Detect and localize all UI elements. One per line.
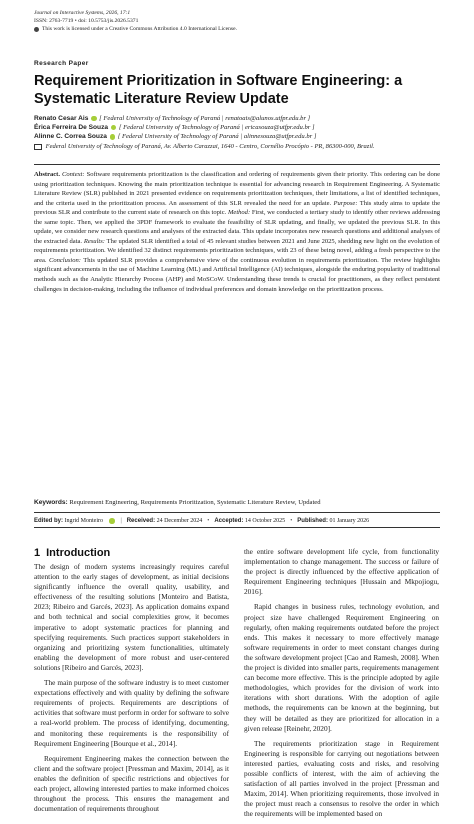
orcid-icon[interactable]: [91, 116, 97, 122]
conclusion-text: This updated SLR provides a comprehensive view of the continuous evolution in requirements prioritization. The review highlights significant advancements in the use of Machine Learning (ML) and Artificial Intelligence (AI) techniques, alongside the enduring popularity of traditional methods such as the Analytic Hierarchy Process (AHP) and MoSCoW. Understanding these trends is crucial for practitioners, as they reflect persistent challenges in decision-making, including the influence of individual preferences and domain knowledge on the prioritization process.: [34, 256, 440, 293]
abstract-label: Abstract.: [34, 171, 60, 178]
author-entry: [34, 123, 316, 132]
section-title: Introduction: [46, 547, 111, 559]
purpose-text: This study aims to update the previous SLR and contribute to the current state of research on this topic.: [34, 199, 440, 217]
institution-address: [34, 143, 444, 152]
author-entry: [34, 132, 316, 141]
published-date: 01 January 2026: [329, 518, 370, 524]
conclusion-label: Conclusion:: [48, 256, 81, 264]
body-paragraph: the entire software development life cycle, from functionality implementation to change management. The success or failure of the project is directly influenced by the effective application of Requirement Engineering techniques [Hussain and Mkpojiogu, 2016].: [244, 547, 439, 597]
mid-divider: [34, 512, 440, 513]
license-line[interactable]: [34, 25, 237, 33]
orcid-icon[interactable]: [111, 125, 117, 131]
envelope-icon: [34, 144, 42, 150]
context-text: Software requirements prioritization is the classification and ordering of requirements given their priority. This ordering can be done using prioritization techniques. Knowing the main prioritization technique is essential for advancing research in Requirement Engineering. A Systematic Literature Review (SLR) published in 2021 presented evidence on requirements prioritization techniques, their limitations, a list of identified techniques, and the criteria used in the prioritization process. An assessment of this SLR revealed the need for an update.: [34, 171, 441, 207]
abstract-block: [34, 170, 440, 294]
issn-doi-line[interactable]: ISSN: 2763-7719 • doi: 10.5753/jis.2026.5371: [34, 18, 139, 24]
author-name: Érica Ferreira De Souza: [34, 124, 109, 132]
results-label: Results:: [83, 237, 105, 245]
purpose-label: Purpose:: [333, 199, 358, 207]
received-label: Received:: [126, 518, 156, 524]
author-list: [34, 114, 316, 142]
received-date: 24 December 2024: [156, 518, 203, 524]
address-text: Federal University of Technology of Paraná, Av. Alberto Carazzai, 1640 - Centro, Cornélio Procópio - PR, 86300-000, Brazil.: [45, 143, 375, 150]
license-text[interactable]: This work is licensed under a Creative Commons Attribution 4.0 International License.: [42, 26, 237, 32]
published-label: Published:: [297, 518, 328, 524]
method-text: First, we conducted a tertiary study to identify other reviews addressing the same topic. Then, we applied the 3PDF framework to evaluate the feasibility of SLR updating, and finally, we updated the previous SLR. In this update, we consider new research questions and analyses of the extracted data. This update incorporates new research questions and additional analyses of the extracted data.: [34, 209, 441, 245]
keywords-line: [34, 498, 440, 507]
body-paragraph: The requirements prioritization stage in Requirement Engineering is responsible for carrying out negotiations between interested parties, evaluating costs and risks, and resolving possible conflicts of interest, with the aim of achieving the satisfaction of all parties involved in the project [Pressman and Maxim, 2014]. When prioritizing requirements, those involved in the project must reach a consensus to resolve the order in which the requirements will be implemented based on: [244, 738, 439, 819]
author-entry: [34, 114, 316, 123]
author-name: Renato Cesar Ais: [34, 115, 89, 122]
paper-title: Requirement Prioritization in Software Engineering: a Systematic Literature Review Update: [34, 73, 403, 107]
accepted-label: Accepted:: [214, 518, 244, 524]
context-label: Context:: [62, 171, 85, 178]
method-label: Method:: [227, 209, 251, 217]
body-paragraph: Rapid changes in business rules, technology evolution, and project size have challenged Requirement Engineering on regularly, often making requirements outdated before the project ends. This makes it necessary to more effectively manage software requirements in order to meet constant changes during the software development project [Cao and Ramesh, 2008]. When the project is divided into smaller parts, requirements management can become more effective. This is the principle adopted by agile methodologies, which provides for the division of work into iterations with short durations. With the adoption of agile methods, the requirements can be known at the beginning, but they will be detailed as they are prioritized for allocation in a given release [Reinehr, 2020].: [244, 602, 439, 733]
author-affiliation: [ Federal University of Technology of Paraná | renatoais@alunos.utfpr.edu.br ]: [99, 115, 311, 122]
journal-header: [34, 9, 237, 33]
accepted-date: 14 October 2025: [244, 518, 286, 524]
journal-line: Journal on Interactive Systems, 2026, 17:1: [34, 10, 131, 16]
author-affiliation: [ Federal University of Technology of Paraná | alinnesouza@utfpr.edu.br ]: [117, 133, 317, 141]
top-divider: [34, 164, 440, 165]
orcid-icon[interactable]: [110, 134, 116, 140]
article-type: Research Paper: [34, 60, 89, 67]
section-number: 1: [34, 547, 41, 559]
section-heading: [34, 546, 229, 560]
right-column: [244, 547, 439, 824]
bottom-divider: [34, 527, 440, 528]
body-paragraph: The design of modern systems increasingly requires careful attention to the early stages of development, as initial decisions significantly influence the overall quality, usability, and effectiveness of the resulting solutions [Monteiro and Batista, 2023; Ribeiro and Garcés, 2023]. As application domains expand and both technical and social complexities grow, it becomes imperative to adopt systematic practices for planning and specifying requirements. Such practices support stakeholders in organizing and prioritizing system functionalities, ultimately enabling the development of more robust and user-centered solutions [Ribeiro and Garcés, 2023].: [34, 562, 229, 672]
results-text: The updated SLR identified a total of 45 relevant studies between 2021 and June 2025, shedding new light on the evolution of requirements prioritization. We identified 32 distinct requirements prioritization techniques, with 23 of these being novel, adding a fresh perspective to the area.: [34, 237, 440, 264]
author-name: Alinne C. Correa Souza: [34, 133, 107, 141]
keywords-label: Keywords:: [34, 499, 68, 506]
left-column: [34, 546, 229, 819]
body-paragraph: Requirement Engineering makes the connection between the client and the software project [Pressman and Maxim, 2014], as it enables the definition of specific restrictions and objectives for each project, allowing interested parties to make informed choices throughout the process. This ensures the management and documentation of requirements throughout: [34, 753, 229, 814]
orcid-icon[interactable]: [109, 518, 115, 524]
editor-name: Ingrid Monteiro: [64, 518, 104, 524]
editorial-dates: Edited by: Ingrid Monteiro | Received: 24 December 2024 • Accepted: 14 October 2025 • Published: 01 January 2026: [34, 518, 370, 524]
body-paragraph: The main purpose of the software industry is to meet customer expectations effectively and with quality by defining the software requirements of projects. Requirements are descriptions of activities that software must perform in order for software to solve a real-world problem. The process of identifying, documenting, and monitoring these requirements is the responsibility of Requirement Engineering [Bourque et al., 2014].: [34, 678, 229, 748]
keywords-text: Requirement Engineering, Requirements Prioritization, Systematic Literature Review, Updated: [69, 499, 321, 506]
creative-commons-icon: [34, 27, 39, 32]
author-affiliation: [ Federal University of Technology of Paraná | ericasouza@utfpr.edu.br ]: [118, 124, 315, 132]
edited-by-label: Edited by:: [34, 518, 64, 524]
